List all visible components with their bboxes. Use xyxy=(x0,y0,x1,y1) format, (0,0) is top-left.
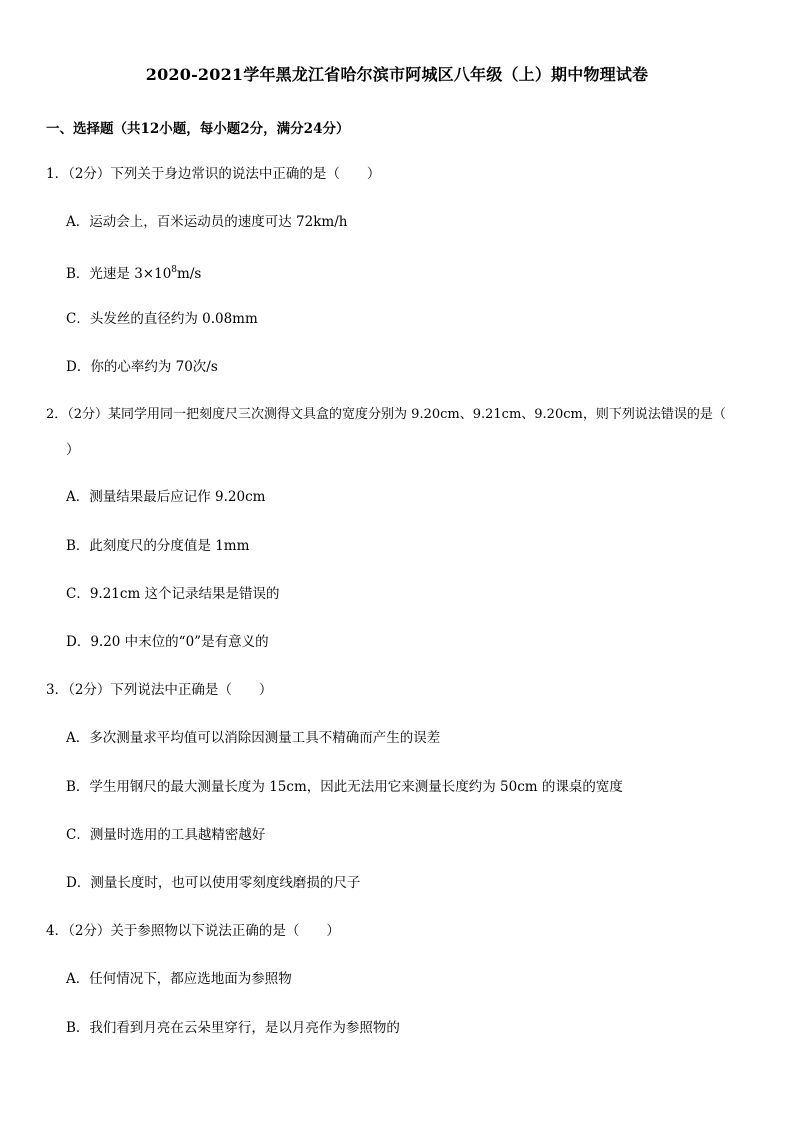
question-3-option-a: A．多次测量求平均值可以消除因测量工具不精确而产生的误差 xyxy=(66,730,441,746)
section-heading: 一、选择题（共12小题，每小题2分，满分24分） xyxy=(46,121,350,137)
question-1-option-a: A．运动会上，百米运动员的速度可达 72km/h xyxy=(66,214,348,230)
question-4-stem: 4．（2分）关于参照物以下说法正确的是（ ） xyxy=(46,923,340,939)
question-2-option-c: C．9.21cm 这个记录结果是错误的 xyxy=(66,586,280,602)
question-2-option-a: A．测量结果最后应记作 9.20cm xyxy=(66,489,266,505)
page-title: 2020-2021学年黑龙江省哈尔滨市阿城区八年级（上）期中物理试卷 xyxy=(145,65,649,84)
option-b-suffix: m/s xyxy=(177,266,202,282)
exponent: 8 xyxy=(171,265,178,275)
question-3-option-c: C．测量时选用的工具越精密越好 xyxy=(66,827,266,843)
question-1-option-c: C．头发丝的直径约为 0.08mm xyxy=(66,311,258,327)
question-2-stem-continued: ） xyxy=(66,442,80,458)
option-b-prefix: B．光速是 3×10 xyxy=(66,266,172,282)
question-2-option-d: D．9.20 中末位的“0”是有意义的 xyxy=(66,634,269,650)
question-2-stem: 2．（2分）某同学用同一把刻度尺三次测得文具盒的宽度分别为 9.20cm、9.21cm、9.20cm，则下列说法错误的是（ xyxy=(46,407,726,422)
question-2-option-b: B．此刻度尺的分度值是 1mm xyxy=(66,538,250,554)
question-4-option-a: A．任何情况下，都应选地面为参照物 xyxy=(66,971,292,987)
question-1-option-b xyxy=(66,260,201,284)
question-3-stem: 3．（2分）下列说法中正确是（ ） xyxy=(46,682,273,698)
question-1-stem: 1．（2分）下列关于身边常识的说法中正确的是（ ） xyxy=(46,166,381,182)
question-4-option-b: B．我们看到月亮在云朵里穿行，是以月亮作为参照物的 xyxy=(66,1020,400,1036)
question-3-option-b: B．学生用钢尺的最大测量长度为 15cm，因此无法用它来测量长度约为 50cm 的课桌的宽度 xyxy=(66,779,623,795)
question-1-option-d: D．你的心率约为 70次/s xyxy=(66,359,218,375)
question-3-option-d: D．测量长度时，也可以使用零刻度线磨损的尺子 xyxy=(66,875,361,891)
